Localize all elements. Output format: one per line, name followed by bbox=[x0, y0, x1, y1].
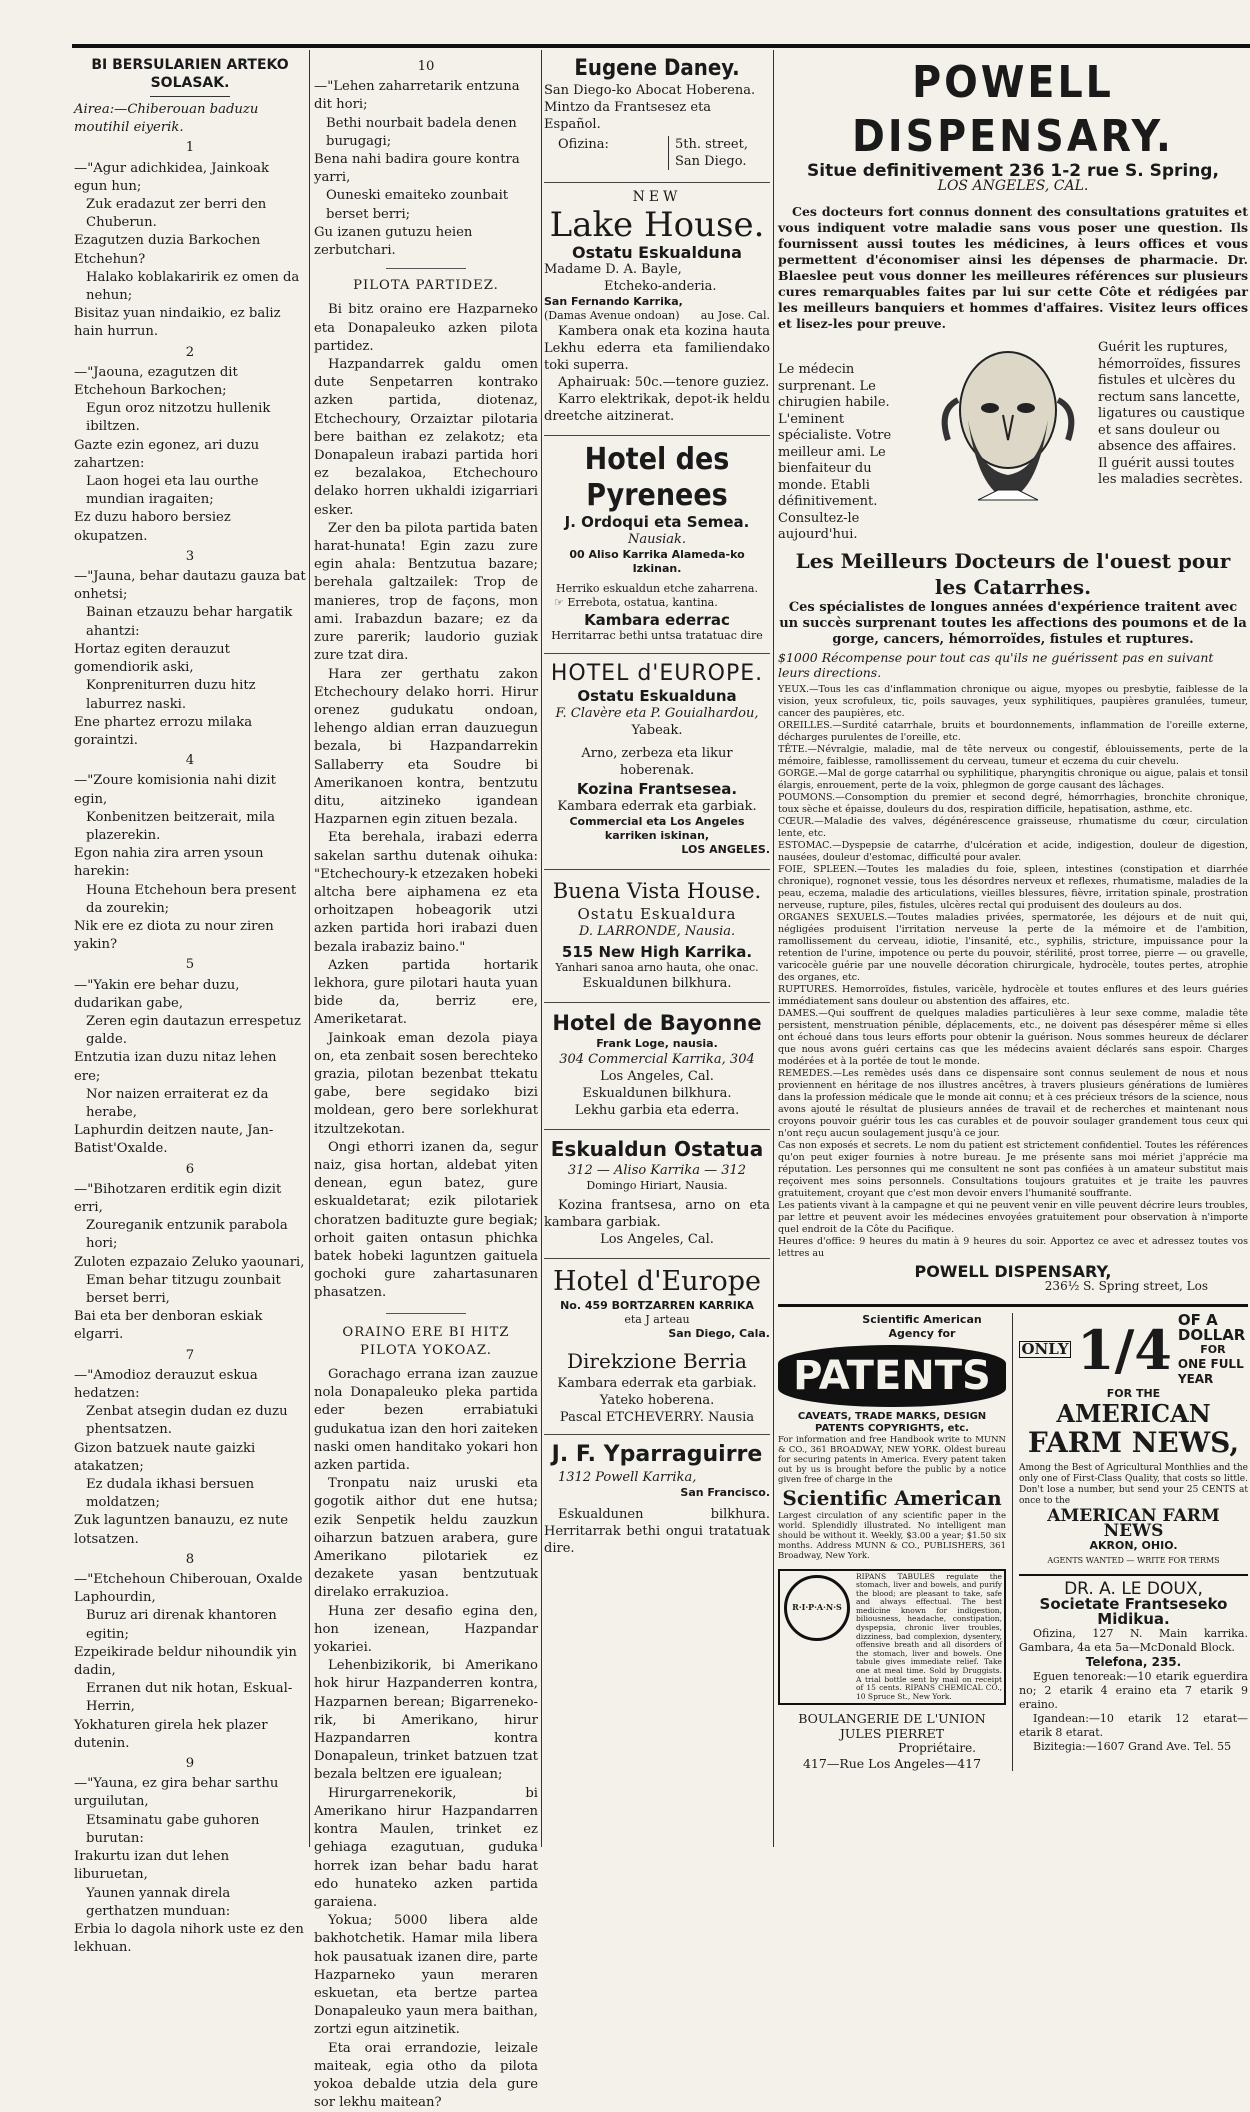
europe1-addr: Commercial eta Los Angeles karriken iskinan, bbox=[569, 815, 745, 842]
patents-caveats: CAVEATS, TRADE MARKS, DESIGN PATENTS COPYRIGHTS, etc. bbox=[797, 1410, 987, 1434]
verse-line: —"Bihotzaren erditik egin dizit erri, bbox=[74, 1181, 282, 1215]
poem-verses bbox=[74, 139, 306, 1957]
daney-office-addr1: 5th. street, bbox=[675, 137, 748, 152]
ledoux-l1: Societate Frantseseko bbox=[1039, 1594, 1228, 1613]
ledoux-tel: Telefona, 235. bbox=[1085, 1654, 1182, 1669]
europe1-l2: Kozina Frantsesea. bbox=[576, 780, 738, 798]
ailment-paragraph: CŒUR.—Maladie des valves, dégénérescence graisseuse, rhumatisme du cœur, circulation lente, etc. bbox=[778, 815, 1248, 839]
ostatua-name: Eskualdun Ostatua bbox=[550, 1137, 764, 1161]
verse-line: Ez duzu haboro bersiez okupatzen. bbox=[74, 510, 231, 544]
ailment-paragraph: YEUX.—Tous les cas d'inflammation chronique ou aigue, myopes ou presbytie, faiblesse de la vision, yeux scrofuleux, tic, poils sauvages, yeux syphilitiques, paupières granulées, tumeur, cancer des paupières, etc. bbox=[778, 683, 1248, 719]
verse-line: Halako koblakaririk ez omen da nehun; bbox=[86, 269, 300, 304]
verse-line: Ez dudala ikhasi bersuen moldatzen; bbox=[86, 1477, 255, 1511]
verse-line: Zuloten ezpazaio Zeluko yaounari, bbox=[74, 1254, 305, 1270]
verse-line: —"Jauna, behar dautazu gauza bat onhetsi; bbox=[74, 569, 306, 603]
verse-line: Etsaminatu gabe guhoren burutan: bbox=[86, 1812, 260, 1846]
lake-name: Lake House. bbox=[549, 205, 765, 245]
article-paragraph: Lehenbizikorik, bi Amerikano hok hirur Hazpanderren kontra, Hazparnen berean; Bigarreneko-rik, bi Amerikano, hirur Hazpandarren kontra Donapaleun, trinket batzuen tzat bezala beltzen ere igualean; bbox=[314, 1658, 538, 1783]
article-paragraph: Jainkoak eman dezola piaya on, eta zenbait sosen berechteko grazia, pilotan bezenbat ttekatu gabe, bere segidako bizi moldean, gero bere sorlekhurat itzultzekotan. bbox=[314, 1030, 538, 1137]
patents-sa: Scientific American bbox=[782, 1485, 1002, 1510]
pyrenees-l2: Errebota, ostatua, kantina. bbox=[567, 596, 718, 609]
europe1-owners: F. Clavère eta P. Gouialhardou, bbox=[555, 706, 759, 721]
europe1-name: HOTEL d'EUROPE. bbox=[550, 661, 764, 686]
verse-line: Erbia lo dagola nihork uste ez den lekhuan. bbox=[74, 1921, 304, 1956]
buena-l1: Yanhari sanoa arno hauta, ohe onac. bbox=[555, 961, 759, 974]
farm-fraction: 1/4 bbox=[1077, 1317, 1172, 1382]
pyrenees-l4: Herritarrac bethi untsa tratatuac dire bbox=[551, 629, 763, 642]
verse-number: 8 bbox=[185, 1551, 195, 1567]
article-paragraph: Hirurgarrenekorik, bi Amerikano hirur Hazpandarren kontra Maulen, trinket ez gehiaga ezagutuan, guduka horrek izan behar badu harat edo hunateko azken partida garaiena. bbox=[314, 1785, 538, 1910]
verse-line: —"Lehen zaharretarik entzuna dit hori; bbox=[314, 79, 520, 113]
column-pilota bbox=[314, 56, 538, 2111]
doctor-portrait bbox=[918, 340, 1098, 510]
verse-number: 5 bbox=[185, 957, 195, 973]
pyrenees-role: Nausiak. bbox=[627, 532, 687, 547]
daney-line2: Mintzo da Frantsesez eta Español. bbox=[544, 100, 712, 132]
verse-line: Zoureganik entzunik parabola hori; bbox=[86, 1218, 288, 1252]
verse-number: 9 bbox=[185, 1756, 195, 1772]
verse-line: Gu izanen gutuzu heien zerbutchari. bbox=[314, 224, 473, 259]
berria-l1: Kambara ederrak eta garbiak. bbox=[557, 1376, 757, 1391]
buena-addr: 515 New High Karrika. bbox=[561, 943, 753, 961]
lake-owner: Madame D. A. Bayle, bbox=[544, 262, 682, 277]
europe2-addr: No. 459 BORTZARREN KARRIKA bbox=[560, 1299, 754, 1312]
farm-forthe: FOR THE bbox=[1106, 1386, 1161, 1400]
ailment-paragraph: RUPTURES. Hemorroïdes, fistules, varicèle, hydrocèle et toutes enflures et des leurs guéries immédiatement sans douleur ou abstention des affaires, etc. bbox=[778, 983, 1248, 1007]
article-paragraph: Hara zer gerthatu zakon Etchechoury delako horri. Hirur orenez gudukatu ondoan, lehengo aldian erran dauzuegun bezala, bi Hazpandarrekin Sallaberry eta Soudre bi Amerikanoen kontra, bentzutu ditu, aitzineko igandean Hazparnen egin zituen bezala. bbox=[314, 666, 538, 828]
verse-line: Zuk eradazut zer berri den Chuberun. bbox=[86, 197, 267, 231]
patents-circ: Largest circulation of any scientific paper in the world. Splendidly illustrated. No intelligent man should be without it. Weekly, $3.00 a year; $1.50 six months. Address MUNN & CO., PUBLISHERS, 361 Broadway, New York. bbox=[778, 1510, 1006, 1561]
poem-title: BI BERSULARIEN ARTEKO SOLASAK. bbox=[91, 57, 289, 91]
article-paragraph: Eta berehala, irabazi ederra sakelan sarthu dutenak oihuka: "Etchechoury-k etzezaken hobeki altcha bere aiphamena ez eta orhoitzapen hobeagorik utzi azken partida hori irabazi duen bezala irabaziz baino." bbox=[314, 830, 538, 955]
ailment-paragraph: ESTOMAC.—Dyspepsie de catarrhe, d'ulcération et acide, indigestion, douleur de digestion, nausées, douleur d'estomac, difficulté pour avaler. bbox=[778, 839, 1248, 863]
verse-line: Konbenitzen beitzerait, mila plazerekin. bbox=[86, 809, 276, 843]
ailment-paragraph: OREILLES.—Surdité catarrhale, bruits et bourdonnements, inflammation de l'oreille externe, décharges purulentes de l'oreille, etc. bbox=[778, 719, 1248, 743]
article-paragraph: Zer den ba pilota partida baten harat-hunata! Egin zazu zure egin ahala: Bentzutua bazare; berehala galtzailek: Trop de manieres, trop de façons, mon ami. Irabazdun bazare; ez da zure parerik; laudorio guziak zure tzat dira. bbox=[314, 520, 538, 664]
farm-name2: FARM NEWS, bbox=[1027, 1425, 1240, 1459]
pyrenees-l3: Kambara ederrac bbox=[584, 611, 730, 629]
boulangerie-l2: JULES PIERRET bbox=[839, 1726, 945, 1742]
powell-city: LOS ANGELES, CAL. bbox=[937, 178, 1089, 194]
lake-street2: (Damas Avenue ondoan) bbox=[544, 309, 680, 322]
bayonne-city: Los Angeles, Cal. bbox=[600, 1069, 714, 1084]
poem-air: Airea:—Chiberouan baduzu moutihil eiyerik. bbox=[74, 102, 259, 136]
pilota-article bbox=[314, 301, 538, 1302]
pilota-title: PILOTA PARTIDEZ. bbox=[353, 278, 499, 294]
bayonne-l2: Lekhu garbia eta ederra. bbox=[574, 1103, 740, 1118]
verse-line: Irakurtu izan dut lehen liburuetan, bbox=[74, 1849, 230, 1883]
verse-line: Zuk laguntzen banauzu, ez nute lotsatzen. bbox=[74, 1513, 289, 1547]
daney-line1: San Diego-ko Abocat Hoberena. bbox=[544, 83, 756, 98]
ostatua-l1: Kozina frantsesa, arno on eta kambara garbiak. bbox=[544, 1198, 770, 1230]
hand-pointer-icon: ☞ bbox=[554, 596, 568, 609]
verse-number: 3 bbox=[185, 548, 195, 564]
verse-line: —"Yakin ere behar duzu, dudarikan gabe, bbox=[74, 977, 240, 1011]
patents-word: PATENTS bbox=[778, 1345, 1006, 1407]
verse-line: Bai eta ber denboran eskiak elgarri. bbox=[74, 1309, 263, 1343]
article-paragraph: Ongi ethorri izanen da, segur naiz, gisa hortan, aldebat yiten denean, egun batez, gure eskualdetarat; ezik pilotariek choratzen badituzte gure begiak; orhoit gaiten ontasun phichka batek hobeki laguntzen gaituela gochoki gure zahartasunaren phasatzen. bbox=[314, 1139, 538, 1301]
verse-line: Laon hogei eta lau ourthe mundian iragaiten; bbox=[86, 474, 259, 508]
lake-tram: Karro elektrikak, depot-ik heldu dreetche aitzinerat. bbox=[544, 392, 770, 424]
verse-line: Gizon batzuek naute gaizki atakatzen; bbox=[74, 1440, 256, 1474]
column-ads bbox=[544, 56, 770, 1845]
verse-line: Bena nahi badira goure kontra yarri, bbox=[314, 152, 520, 186]
ailment-paragraph: GORGE.—Mal de gorge catarrhal ou syphilitique, pharyngitis chronique ou aigue, palais et tonsil élargis, enrouement, perte de la voix, phlegmon de gorge causant des lâchages. bbox=[778, 767, 1248, 791]
ailment-paragraph: POUMONS.—Consomption du premier et second degré, hémorrhagies, bronchite chronique, toux sèche et épaisse, douleurs du dos, respiration difficile, hepatisation, asthme, etc. bbox=[778, 791, 1248, 815]
farm-only: ONLY bbox=[1019, 1341, 1071, 1358]
ledoux-addr: Ofizina, 127 N. Main karrika. Gambara, 4a eta 5a—McDonald Block. bbox=[1019, 1626, 1248, 1654]
powell-left-text: Le médecin surprenant. Le chirugien habile. L'eminent spécialiste. Votre meilleur ami. Le bienfaiteur du monde. Etabli définitivement. Consultez-le aujourd'hui. bbox=[778, 362, 892, 542]
verse-line: Houna Etchehoun bera present da zourekin; bbox=[86, 882, 297, 916]
verse-line: Ezagutzen duzia Barkochen Etchehun? bbox=[74, 233, 261, 267]
boulangerie-l1: BOULANGERIE DE L'UNION bbox=[798, 1711, 986, 1727]
verse-line: Ezpeikirade beldur nihoundik yin dadin, bbox=[74, 1644, 297, 1679]
verse-line: Entzutia izan duzu nitaz lehen ere; bbox=[74, 1050, 277, 1084]
verse-line: Bainan etzauzu behar hargatik ahantzi: bbox=[86, 605, 293, 639]
europe1-l3: Kambara ederrak eta garbiak. bbox=[557, 799, 757, 814]
article-paragraph: Huna zer desafio egina den, hon izenean, Hazpandar yokariei. bbox=[314, 1603, 538, 1656]
ledoux-name: DR. A. LE DOUX, bbox=[1064, 1578, 1203, 1599]
ostatua-addr: 312 — Aliso Karrika — 312 bbox=[567, 1163, 747, 1178]
article-paragraph: Eta orai errandozie, leizale maiteak, egia otho da pilota yokoa debalde utzia dela gure sor lekhu maitean? bbox=[314, 2040, 538, 2111]
ripans-text: RIPANS TABULES regulate the stomach, liver and bowels, and purify the blood; are pleasant to take, safe and always effectual. The best medicine known for indigestion, biliousness, headache, constipation, dyspepsia, chronic liver troubles, dizziness, bad complexion, dysentery, offensive breath and all disorders of the stomach, liver and bowels. One tabule gives immediate relief. Take one at meal time. Sold by Druggists. A trial bottle sent by mail on receipt of 15 cents. RIPANS CHEMICAL CO., 10 Spruce St., New York. bbox=[856, 1571, 1002, 1701]
patents-agency: Scientific American Agency for bbox=[862, 1312, 982, 1340]
europe2-owner: eta J arteau bbox=[624, 1313, 690, 1326]
verse-line: Nik ere ez diota zu nour ziren yakin? bbox=[74, 918, 274, 953]
verse-line: —"Zoure komisionia nahi dizit egin, bbox=[74, 773, 276, 807]
verse-number: 6 bbox=[185, 1161, 195, 1177]
verse-line: Yaunen yannak direla gerthatzen munduan: bbox=[86, 1885, 231, 1919]
article-paragraph: Yokua; 5000 libera alde bakhotchetik. Hamar mila libera hok pausatuak izanen dire, parte Hazparneko yaun meraren eskuetan, eta bertze partea Donapaleuko yaun mera baithan, zortzi egun aitzinetik. bbox=[314, 1913, 538, 2038]
powell-name: POWELL DISPENSARY. bbox=[852, 57, 1174, 162]
article-paragraph: Hazpandarrek galdu omen dute Senpetarren kontrako azken partida, diotenaz, Etchechoury, Orzaiztar pilotaria bere baithan ez zelakotz; eta Donapaleun irabazi partida hori ez bezalakoa, Etchechouro delako horren ukhaldi izigarriari esker. bbox=[314, 357, 538, 518]
daney-office-label: Ofizina: bbox=[558, 137, 609, 152]
verse-line: —"Amodioz derauzut eskua hedatzen: bbox=[74, 1367, 258, 1402]
verse-line: Bisitaz yuan nindaikio, ez baliz hain hurrun. bbox=[74, 306, 281, 340]
verse-line: Ene phartez errozu milaka goraintzi. bbox=[74, 714, 253, 748]
verse-line: —"Etchehoun Chiberouan, Oxalde Laphourdin, bbox=[74, 1572, 303, 1606]
berria-name: Direkzione Berria bbox=[567, 1349, 747, 1373]
lake-sub: Ostatu Eskualduna bbox=[572, 243, 742, 262]
verse-line: Erranen dut nik hotan, Eskual-Herrin, bbox=[86, 1681, 293, 1715]
powell-footer2: 236½ S. Spring street, Los bbox=[1044, 1278, 1208, 1293]
verse-10 bbox=[314, 78, 538, 260]
oraino-article bbox=[314, 1366, 538, 2112]
verse-line: Bethi nourbait badela denen burugagi; bbox=[326, 115, 517, 149]
pyrenees-addr: 00 Aliso Karrika Alameda-ko Izkinan. bbox=[569, 548, 745, 575]
verse-number: 4 bbox=[185, 753, 195, 769]
ledoux-h3: Bizitegia:—1607 Grand Ave. Tel. 55 bbox=[1033, 1739, 1232, 1753]
verse-line: Laphurdin deitzen naute, Jan-Batist'Oxalde. bbox=[74, 1123, 274, 1157]
verse-line: Gazte ezin egonez, ari duzu zahartzen: bbox=[74, 437, 260, 471]
article-paragraph: Azken partida hortarik lekhora, gure pilotari hauta yuan bide da, berriz ere, Ameriketarat. bbox=[314, 957, 538, 1028]
top-rule bbox=[72, 44, 1250, 48]
ledoux-h1: Eguen tenoreak:—10 etarik eguerdira no; 2 etarik 4 eraino eta 7 etarik 9 eraino. bbox=[1019, 1669, 1248, 1711]
europe1-role: Yabeak. bbox=[631, 723, 683, 738]
bayonne-owner: Frank Loge, nausia. bbox=[596, 1037, 718, 1050]
yparraguirre-city: San Francisco. bbox=[680, 1486, 770, 1499]
powell-headline: Les Meilleurs Docteurs de l'ouest pour les Catarrhes. bbox=[795, 548, 1231, 599]
pyrenees-l1: Herriko eskualdun etche zaharrena. bbox=[556, 582, 758, 595]
ailment-paragraph: Les patients vivant à la campagne et qui ne peuvent venir en ville peuvent décrire leurs troubles, par lettre et peuvent avoir les médecines envoyées gratuitement pour observation à n'importe quel endroit de la Côte du Pacifique. bbox=[778, 1199, 1248, 1235]
verse-line: Ouneski emaiteko zounbait berset berri; bbox=[326, 188, 509, 222]
article-paragraph: Bi bitz oraino ere Hazparneko eta Donapaleuko azken pilota partidez. bbox=[314, 302, 538, 354]
verse-line: —"Agur adichkidea, Jainkoak egun hun; bbox=[74, 160, 269, 194]
ailment-paragraph: Cas non exposés et secrets. Le nom du patient est strictement confidentiel. Toutes les références qu'on peut exiger fournies à notre bureau. Je me présente sans moi mériet j'apprécie ma réputation. Les personnes qui me consultent ne sont pas confiées à un amateur substitut mais reçoivent mes soins personnels. Consultations toujours gratuites et je traite les pauvres gratuitement, croyant que c'est mon devoir envers l'humanité souffrante. bbox=[778, 1139, 1248, 1199]
lake-owner2: Etcheko-anderia. bbox=[604, 279, 717, 294]
pyrenees-name: Hotel des Pyrenees bbox=[584, 442, 730, 513]
column-divider bbox=[541, 50, 542, 1847]
verse-line: Buruz ari direnak khantoren egitin; bbox=[86, 1608, 277, 1642]
article-paragraph: Tronpatu naiz uruski eta gogotik aithor dut ene hutsa; ezik Senpetik heldu zauzkun oiharzun batzuen arabera, gure Amerikano pilotariek ez dezakete yasan bentzutuak direlako errakuzioa. bbox=[314, 1476, 538, 1601]
yparraguirre-name: J. F. Yparraguirre bbox=[551, 1442, 763, 1467]
column-poem bbox=[74, 56, 306, 1956]
farm-city: AKRON, OHIO. bbox=[1089, 1538, 1178, 1552]
oraino-title: ORAINO ERE BI HITZ PILOTA YOKOAZ. bbox=[342, 1324, 510, 1358]
ailment-paragraph: DAMES.—Qui souffrent de quelques maladies particulières à leur sexe comme, maladie tête persistent, menstruation pénible, déplacements, etc., ne doivent pas désespérer même si elles ont échoué dans tous leurs efforts pour obtenir la guérison. Nous sommes heureux de déclarer que nous avons guéri certains cas que les médecins avaient déclarés sans espoir. Charges modérées et à la portée de tout le monde. bbox=[778, 1007, 1248, 1067]
verse-number: 2 bbox=[185, 344, 195, 360]
farm-agents: AGENTS WANTED — WRITE FOR TERMS bbox=[1047, 1555, 1220, 1565]
berria-owner: Pascal ETCHEVERRY. Nausia bbox=[559, 1410, 755, 1425]
verse-line: Eman behar titzugu zounbait berset berri, bbox=[86, 1272, 281, 1306]
patents-info: For information and free Handbook write to MUNN & CO., 361 BROADWAY, NEW YORK. Oldest bureau for securing patents in America. Every patent taken out by us is brought before the public by a notice given free of charge in the bbox=[778, 1434, 1006, 1485]
column-powell bbox=[778, 56, 1248, 1845]
ostatua-city: Los Angeles, Cal. bbox=[600, 1232, 714, 1247]
ripans-logo: R·I·P·A·N·S bbox=[784, 1575, 850, 1641]
verse-line: Yokhaturen girela hek plazer dutenin. bbox=[74, 1717, 268, 1751]
lake-street: San Fernando Karrika, bbox=[544, 295, 683, 308]
powell-reward: $1000 Récompense pour tout cas qu'ils ne guérissent pas en suivant leurs directions. bbox=[778, 649, 1214, 680]
verse-number: 10 bbox=[417, 59, 435, 74]
bayonne-addr: 304 Commercial Karrika, 304 bbox=[559, 1052, 755, 1067]
ledoux-h2: Igandean:—10 etarik 12 etarat—etarik 8 etarat. bbox=[1019, 1711, 1248, 1739]
yparraguirre-l1: Eskualdunen bilkhura. Herritarrak bethi ongui tratatuak dire. bbox=[544, 1507, 770, 1556]
column-divider bbox=[773, 50, 774, 1847]
yparraguirre-addr: 1312 Powell Karrika, bbox=[558, 1470, 697, 1485]
ailment-paragraph: Heures d'office: 9 heures du matin à 9 heures du soir. Apportez ce avec et adressez toutes vos lettres au bbox=[778, 1235, 1248, 1259]
article-paragraph: Gorachago errana izan zauzue nola Donapaleuko pleka partida eder bezen errabiatuki gudukatua izan den hori zaiteken naski omen handitako yokari hon azken partida. bbox=[314, 1367, 538, 1474]
farm-of: OF A DOLLAR bbox=[1177, 1310, 1246, 1344]
europe1-l1: Arno, zerbeza eta likur hoberenak. bbox=[581, 746, 733, 778]
verse-line: Egun oroz nitzotzu hullenik ibiltzen. bbox=[86, 401, 271, 435]
daney-name: Eugene Daney. bbox=[574, 56, 740, 81]
powell-right-text: Guérit les ruptures, hémorroïdes, fissures fistules et ulcères du rectum sans lancette, ligatures ou caustique et sans douleur ou absence des affaires. Il guérit aussi toutes les maladies secrètes. bbox=[1098, 340, 1245, 487]
powell-intro: Ces docteurs fort connus donnent des consultations gratuites et vous indiquent votre maladie sans vous poser une question. Ils fournissent aussi toutes les médicines, à leurs offices et vous permettent d'économiser ainsi les dépenses de pharmacie. Dr. Blaeslee peut vous donner les meilleures références sur plusieurs cures remarquables faites par lui sur cette Côte et rédigées par les meilleurs banquiers et hommes d'affaires. Visitez leurs offices et lisez-les pour preuve. bbox=[778, 204, 1248, 331]
berria-l2: Yateko hoberena. bbox=[599, 1393, 715, 1408]
farm-name1: AMERICAN bbox=[1056, 1398, 1211, 1428]
bayonne-l1: Eskualdunen bilkhura. bbox=[582, 1086, 732, 1101]
europe2-name: Hotel d'Europe bbox=[552, 1266, 762, 1297]
ledoux-l2: Midikua. bbox=[1097, 1609, 1170, 1628]
farm-year: ONE FULL YEAR bbox=[1177, 1356, 1244, 1386]
lake-near: au Jose. Cal. bbox=[700, 309, 770, 322]
buena-sub: Ostatu Eskualdura bbox=[577, 905, 737, 923]
verse-line: Hortaz egiten derauzut gomendiorik aski, bbox=[74, 641, 230, 676]
powell-situe: Situe definitivement 236 1-2 rue S. Spring, bbox=[807, 161, 1219, 181]
ailment-paragraph: TÊTE.—Névralgie, maladie, mal de tête nerveux ou congestif, éblouissements, perte de la mémoire, faiblesse, ramollissement du cerveau, tumeur et eczema du cuir chevelu. bbox=[778, 743, 1248, 767]
pyrenees-sub: J. Ordoqui eta Semea. bbox=[564, 513, 750, 531]
ailment-paragraph: REMEDES.—Les remèdes usés dans ce dispensaire sont connus seulement de nous et nous proviennent en héritage de nos illustres ancêtres, à travers plusieurs générations de lumières dans la profession médicale que le monde ait connu; et à ces précieux trésors de la science, nous avons ajouté le résultat de plusieurs années de travail et de recherches et maintenant nous croyons pouvoir guérir tous les cas curables et de pouvoir soulager grandement tous ceux qui n'ont reçu aucun soulagement jusqu'à ce jour. bbox=[778, 1067, 1248, 1139]
verse-line: —"Jaouna, ezagutzen dit Etchehoun Barkochen; bbox=[74, 364, 238, 399]
buena-l2: Eskualdunen bilkhura. bbox=[582, 976, 732, 991]
europe1-city: LOS ANGELES. bbox=[681, 843, 770, 856]
bayonne-name: Hotel de Bayonne bbox=[552, 1011, 762, 1035]
verse-line: —"Yauna, ez gira behar sarthu urguilutan, bbox=[74, 1776, 279, 1810]
farm-for: FOR bbox=[1200, 1342, 1226, 1356]
ostatua-owner: Domingo Hiriart, Nausia. bbox=[586, 1179, 728, 1192]
europe2-city: San Diego, Cala. bbox=[668, 1327, 770, 1340]
verse-line: Zenbat atsegin dudan ez duzu phentsatzen. bbox=[86, 1404, 288, 1438]
verse-number: 1 bbox=[185, 140, 195, 156]
boulangerie-l4: 417—Rue Los Angeles—417 bbox=[802, 1756, 982, 1772]
boulangerie-l3: Propriétaire. bbox=[898, 1741, 976, 1756]
lake-price: Aphairuak: 50c.—tenore guziez. bbox=[558, 375, 770, 390]
column-divider bbox=[309, 50, 310, 1847]
powell-specialists: Ces spécialistes de longues années d'expérience traitent avec un succès surprenant toutes les affections des poumons et de la gorge, cancers, hémorroïdes, fistules et ruptures. bbox=[779, 599, 1247, 647]
farm-desc: Among the Best of Agricultural Monthlies and the only one of First-Class Quality, that costs so little. Don't lose a number, but send your 25 CENTS at once to the bbox=[1019, 1462, 1248, 1506]
powell-ailments-list bbox=[778, 684, 1248, 1260]
lake-new: NEW bbox=[632, 189, 682, 205]
verse-line: Konpreniturren duzu hitz laburrez naski. bbox=[86, 678, 256, 712]
europe1-sub: Ostatu Eskualduna bbox=[577, 687, 737, 705]
farm-footer: AMERICAN FARM NEWS bbox=[1047, 1505, 1220, 1541]
daney-office-addr2: San Diego. bbox=[675, 154, 747, 169]
verse-line: Egon nahia zira arren ysoun harekin: bbox=[74, 846, 264, 880]
verse-line: Zeren egin dautazun errespetuz galde. bbox=[86, 1013, 301, 1048]
ailment-paragraph: FOIE, SPLEEN.—Toutes les maladies du foie, spleen, intestines (constipation et diarrhée chronique), rognonet vessie, tous les désordres nerveux et reflexes, rhumatisme, maladies de la peau, eczema, maladie des articulations, vieilles blessures, fièvre, irritation spinale, prostration nerveuse, rupture, piles, fistules, ulcères rectal qui produisent des douleurs au dos. bbox=[778, 863, 1248, 911]
powell-footer: POWELL DISPENSARY, bbox=[914, 1261, 1112, 1281]
buena-owner: D. LARRONDE, Nausia. bbox=[578, 924, 736, 939]
verse-line: Nor naizen erraiterat ez da herabe, bbox=[86, 1086, 269, 1120]
buena-name: Buena Vista House. bbox=[552, 879, 762, 903]
lake-desc: Kambera onak eta kozina hauta Lekhu ederra eta familiendako toki superra. bbox=[544, 324, 770, 373]
ailment-paragraph: ORGANES SEXUELS.—Toutes maladies privées, spermatorée, les déjours et de nuit qui, négligées produisent l'irritation nerveuse la perte de la mémoire et de l'ambition, ramollissement du cerveau, idiotie, l'insanité, etc., syphilis, stricture, impuissance pour la retention de l'urine, impotence ou perte du pouvoir, stérilité, prost torree, pierre — ou gravelle, varicocèle guérie par une nouvelle décoration chirurgicale, hydrocèle, toutes pertes, atrophie des organes, etc. bbox=[778, 911, 1248, 983]
verse-number: 7 bbox=[185, 1347, 195, 1363]
